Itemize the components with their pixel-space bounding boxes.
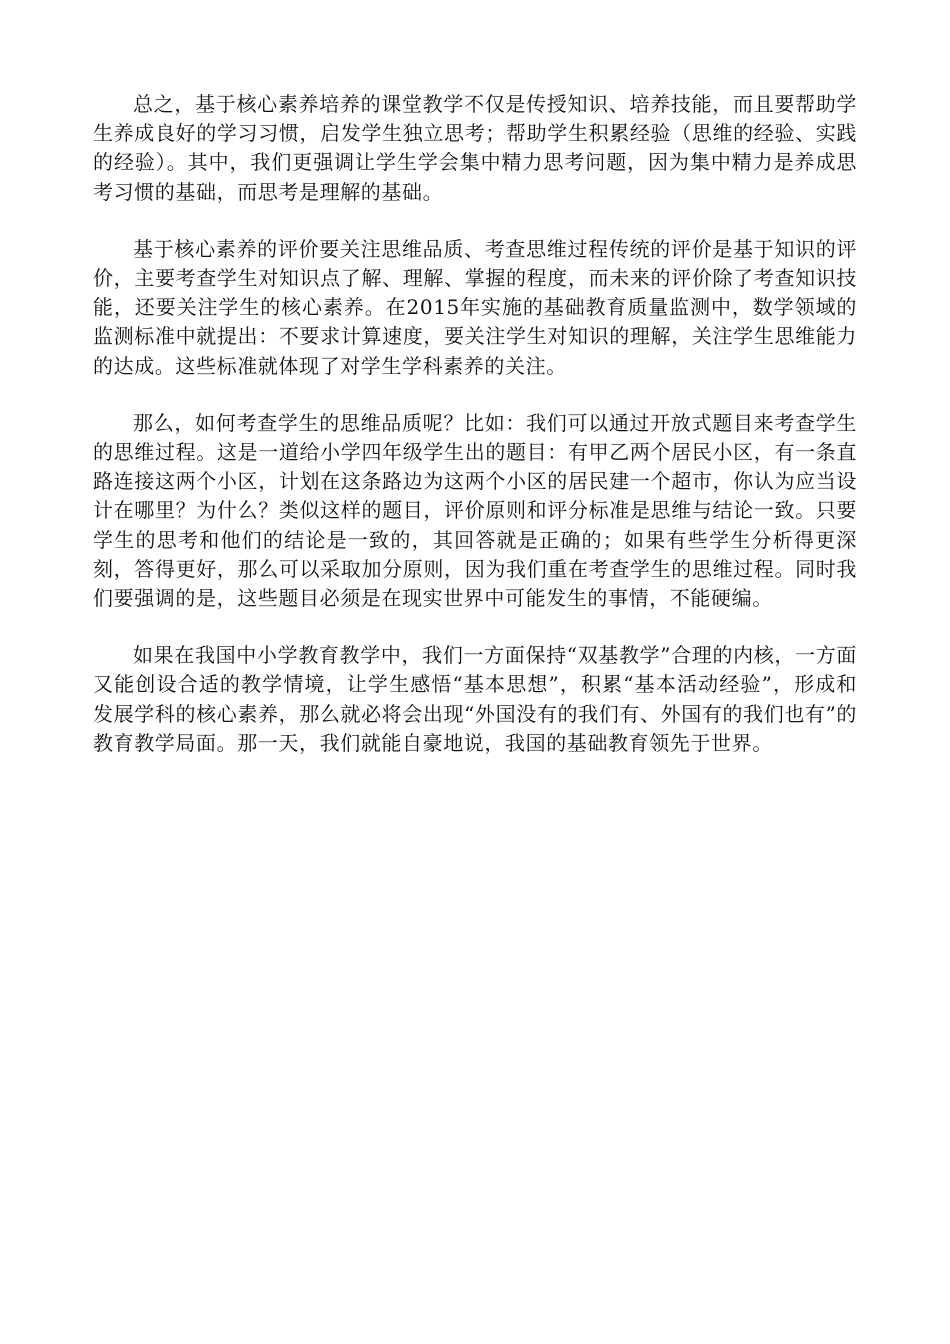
- paragraph-summary: 总之，基于核心素养培养的课堂教学不仅是传授知识、培养技能，而且要帮助学生养成良好的学习习惯，启发学生独立思考；帮助学生积累经验（思维的经验、实践的经验）。其中，我们更强调让学生学会集中精力思考问题，因为集中精力是养成思考习惯的基础，而思考是理解的基础。: [93, 92, 857, 204]
- document-body: [93, 90, 857, 786]
- paragraph-conclusion: 如果在我国中小学教育教学中，我们一方面保持“双基教学”合理的内核，一方面又能创设合适的教学情境，让学生感悟“基本思想”，积累“基本活动经验”，形成和发展学科的核心素养，那么就必将会出现“外国没有的我们有、外国有的我们也有”的教育教学局面。那一天，我们就能自豪地说，我国的基础教育领先于世界。: [93, 643, 857, 755]
- paragraph-evaluation: 基于核心素养的评价要关注思维品质、考查思维过程传统的评价是基于知识的评价，主要考查学生对知识点了解、理解、掌握的程度，而未来的评价除了考查知识技能，还要关注学生的核心素养。在2015年实施的基础教育质量监测中，数学领域的监测标准中就提出：不要求计算速度，要关注学生对知识的理解，关注学生思维能力的达成。这些标准就体现了对学生学科素养的关注。: [93, 236, 857, 378]
- paragraph-example-question: 那么，如何考查学生的思维品质呢？比如：我们可以通过开放式题目来考查学生的思维过程。这是一道给小学四年级学生出的题目：有甲乙两个居民小区，有一条直路连接这两个小区，计划在这条路边为这两个小区的居民建一个超市，你认为应当设计在哪里？为什么？类似这样的题目，评价原则和评分标准是思维与结论一致。只要学生的思考和他们的结论是一致的，其回答就是正确的；如果有些学生分析得更深刻，答得更好，那么可以采取加分原则，因为我们重在考查学生的思维过程。同时我们要强调的是，这些题目必须是在现实世界中可能发生的事情，不能硬编。: [93, 410, 857, 611]
